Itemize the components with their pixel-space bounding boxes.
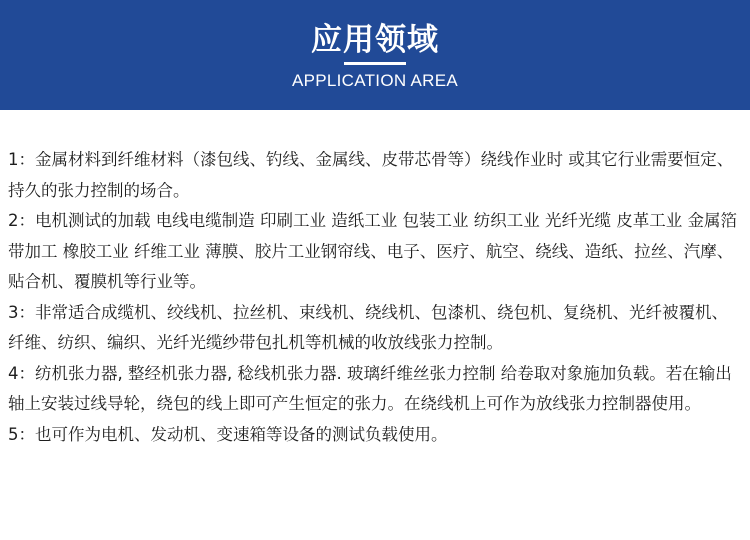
list-item: 4：纺机张力器, 整经机张力器, 稔线机张力器. 玻璃纤维丝张力控制 给卷取对象施加负载。若在输出轴上安装过线导轮，绕包的线上即可产生恒定的张力。在绕线机上可作为放线张力控制器使用。 xyxy=(8,363,732,413)
list-item: 1：金属材料到纤维材料（漆包线、钓线、金属线、皮带芯骨等）绕线作业时 或其它行业需要恒定、持久的张力控制的场合。 xyxy=(8,150,734,200)
section-subtitle: APPLICATION AREA xyxy=(291,71,459,90)
header-banner xyxy=(0,0,750,110)
title-underline xyxy=(344,62,406,65)
section-title: 应用领域 xyxy=(311,22,439,58)
list-item: 3：非常适合成缆机、绞线机、拉丝机、束线机、绕线机、包漆机、绕包机、复绕机、光纤被覆机、纤维、纺织、编织、光纤光缆纱带包扎机等机械的收放线张力控制。 xyxy=(8,302,728,352)
list-item: 2：电机测试的加载 电线电缆制造 印刷工业 造纸工业 包装工业 纺织工业 光纤光缆 皮革工业 金属箔带加工 橡胶工业 纤维工业 薄膜、胶片工业钢帘线、电子、医疗、航空、绕线、造纸、拉丝、汽摩、贴合机、覆膜机等行业等。 xyxy=(8,211,737,291)
application-list xyxy=(8,145,742,450)
list-item: 5：也可作为电机、发动机、变速箱等设备的测试负载使用。 xyxy=(8,424,448,444)
